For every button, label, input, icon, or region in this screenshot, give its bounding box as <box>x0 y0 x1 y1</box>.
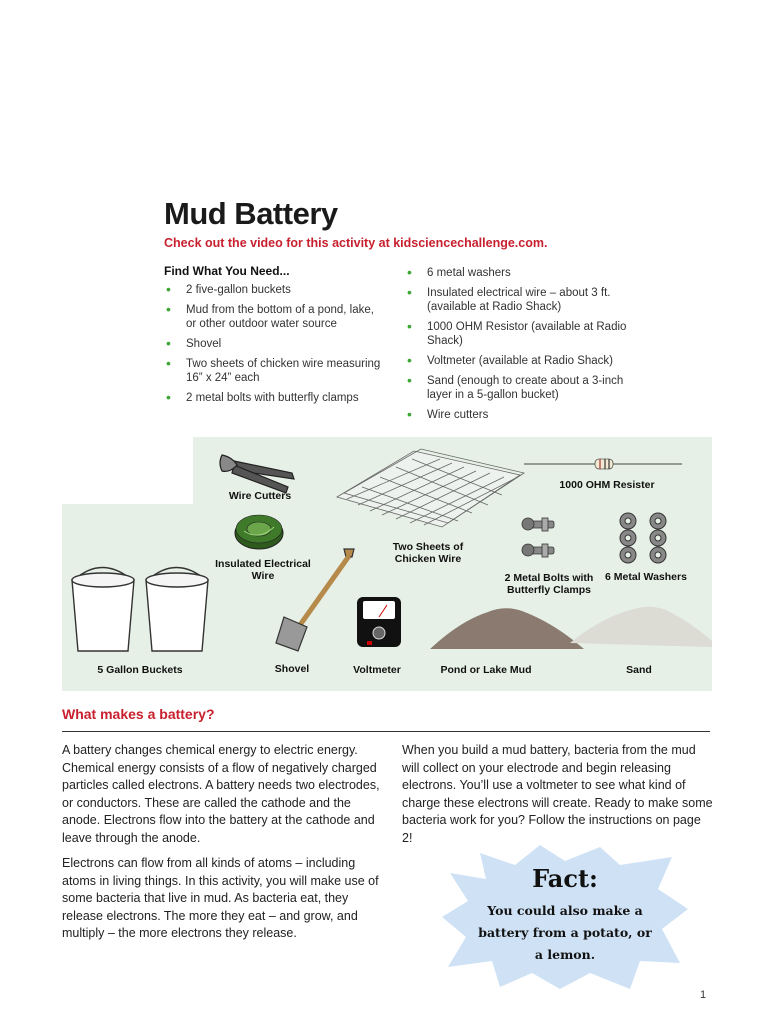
label-insulated-wire: Insulated Electrical Wire <box>215 558 311 582</box>
label-resister: 1000 OHM Resister <box>559 479 655 491</box>
voltmeter-icon <box>357 597 401 647</box>
page-number: 1 <box>700 989 707 1001</box>
fact-title: Fact: <box>532 864 598 893</box>
insulated-wire-icon <box>235 515 283 549</box>
list-item: • Two sheets of chicken wire measuring 16” x 24” each <box>164 357 384 385</box>
needs-list-right <box>405 266 645 428</box>
label-bolts: 2 Metal Bolts with Butterfly Clamps <box>504 572 594 596</box>
label-chicken-wire: Two Sheets of Chicken Wire <box>392 541 464 565</box>
label-voltmeter: Voltmeter <box>353 664 401 676</box>
list-item: • Insulated electrical wire – about 3 ft. (available at Radio Shack) <box>405 286 645 314</box>
list-item: • 6 metal washers <box>405 266 645 280</box>
list-item: • 2 metal bolts with butterfly clamps <box>164 391 384 405</box>
label-mud: Pond or Lake Mud <box>440 664 532 676</box>
fact-text: You could also make a battery from a potato, or a lemon. <box>478 903 652 962</box>
body-column-right <box>402 742 714 855</box>
video-link-subtitle[interactable]: Check out the video for this activity at kidsciencechallenge.com. <box>164 236 548 250</box>
list-item: • Shovel <box>164 337 384 351</box>
paragraph: Electrons can flow from all kinds of atoms – including atoms in living things. In this activity, you will make use of some bacteria that live in mud. As bacteria eat, they release electrons. The more they eat – and grow, and multiply – the more electrons they release. <box>62 856 379 940</box>
materials-illustration <box>62 437 712 691</box>
section-heading: What makes a battery? <box>62 706 215 722</box>
section-divider <box>62 731 710 732</box>
list-item: • Sand (enough to create about a 3-inch layer in a 5-gallon bucket) <box>405 374 645 402</box>
paragraph: A battery changes chemical energy to electric energy. Chemical energy consists of a flow of negatively charged particles called electrons. A battery needs two electrodes, or conductors. These are called the cathode and the anode. Electrons flow into the battery at the cathode and leave through the anode. <box>62 743 380 845</box>
label-washers: 6 Metal Washers <box>605 571 687 583</box>
paragraph: When you build a mud battery, bacteria from the mud will collect on your electrode and begin releasing electrons. You’ll use a voltmeter to see what kind of charge these electrons will create. Ready to make some bacteria work for you? Follow the instructions on page 2! <box>402 743 713 845</box>
label-wire-cutters: Wire Cutters <box>228 490 292 502</box>
body-column-left <box>62 742 380 951</box>
list-item: • 2 five-gallon buckets <box>164 283 384 297</box>
list-item: • Wire cutters <box>405 408 645 422</box>
needs-list-left <box>164 264 384 411</box>
label-shovel: Shovel <box>274 663 310 675</box>
list-item: • 1000 OHM Resistor (available at Radio Shack) <box>405 320 645 348</box>
page-title: Mud Battery <box>164 196 338 231</box>
needs-heading: Find What You Need... <box>164 264 290 278</box>
label-buckets: 5 Gallon Buckets <box>97 664 183 676</box>
list-item: • Mud from the bottom of a pond, lake, or other outdoor water source <box>164 303 384 331</box>
label-sand: Sand <box>626 664 652 676</box>
list-item: • Voltmeter (available at Radio Shack) <box>405 354 645 368</box>
